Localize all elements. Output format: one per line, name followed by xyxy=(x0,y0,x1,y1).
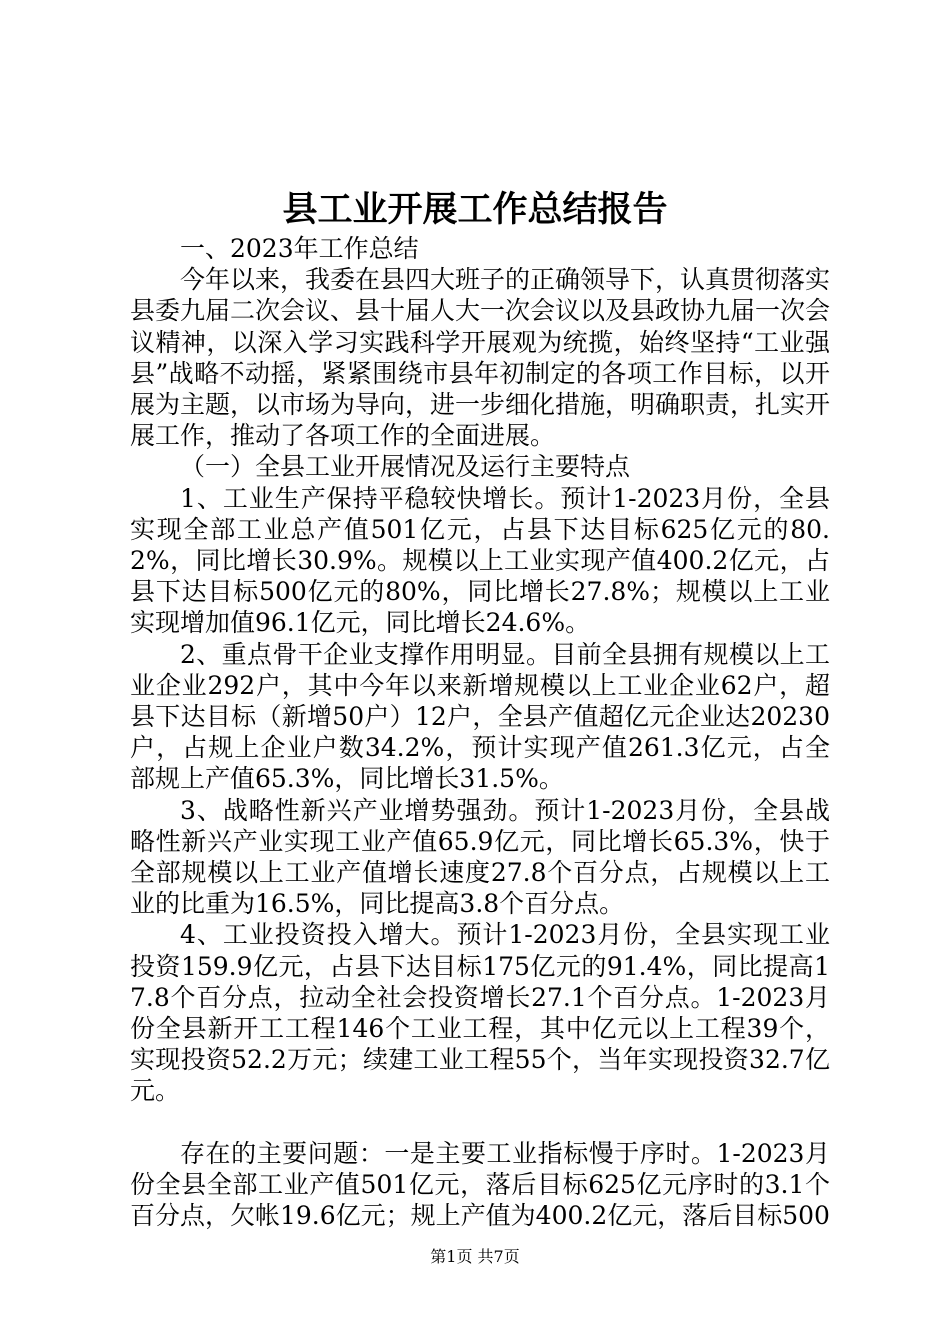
document-title: 县工业开展工作总结报告 xyxy=(282,189,668,230)
paragraph-emerging-industries: 3、战略性新兴产业增势强劲。预计1-2023月份，全县战略性新兴产业实现工业产值65.9亿元，同比增长65.3%，快于全部规模以上工业产值增长速度27.8个百分点，占规模以上工业的比重为16.5%，同比提高3.8个百分点。 xyxy=(130,795,830,919)
paragraph-main-problems: 存在的主要问题：一是主要工业指标慢于序时。1-2023月份全县全部工业产值501亿元，落后目标625亿元序时的3.1个百分点，欠帐19.6亿元；规上产值为400.2亿元，落后目标500 xyxy=(130,1138,830,1231)
paragraph-key-enterprises: 2、重点骨干企业支撑作用明显。目前全县拥有规模以上工业企业292户，其中今年以来新增规模以上工业企业62户，超县下达目标（新增50户）12户，全县产值超亿元企业达20230户，占规上企业户数34.2%，预计实现产值261.3亿元，占全部规上产值65.3%，同比增长31.5%。 xyxy=(130,639,830,794)
page-footer: 第1页 共7页 xyxy=(430,1247,520,1266)
document-body xyxy=(130,233,830,1231)
intro-paragraph: 今年以来，我委在县四大班子的正确领导下，认真贯彻落实县委九届二次会议、县十届人大一次会议以及县政协九届一次会议精神，以深入学习实践科学开展观为统揽，始终坚持“工业强县”战略不动摇，紧紧围绕市县年初制定的各项工作目标，以开展为主题，以市场为导向，进一步细化措施，明确职责，扎实开展工作，推动了各项工作的全面进展。 xyxy=(130,265,831,451)
section-heading: 一、2023年工作总结 xyxy=(180,234,419,263)
subsection-heading: （一）全县工业开展情况及运行主要特点 xyxy=(180,452,631,482)
paragraph-industrial-investment: 4、工业投资投入增大。预计1-2023月份，全县实现工业投资159.9亿元，占县下达目标175亿元的91.4%，同比提高17.8个百分点，拉动全社会投资增长27.1个百分点。1-2023月份全县新开工工程146个工业工程，其中亿元以上工程39个，实现投资52.2万元；续建工业工程55个，当年实现投资32.7亿元。 xyxy=(130,920,830,1106)
paragraph-production-growth: 1、工业生产保持平稳较快增长。预计1-2023月份，全县实现全部工业总产值501亿元，占县下达目标625亿元的80.2%，同比增长30.9%。规模以上工业实现产值400.2亿元，占县下达目标500亿元的80%，同比增长27.8%；规模以上工业实现增加值96.1亿元，同比增长24.6%。 xyxy=(130,483,830,638)
